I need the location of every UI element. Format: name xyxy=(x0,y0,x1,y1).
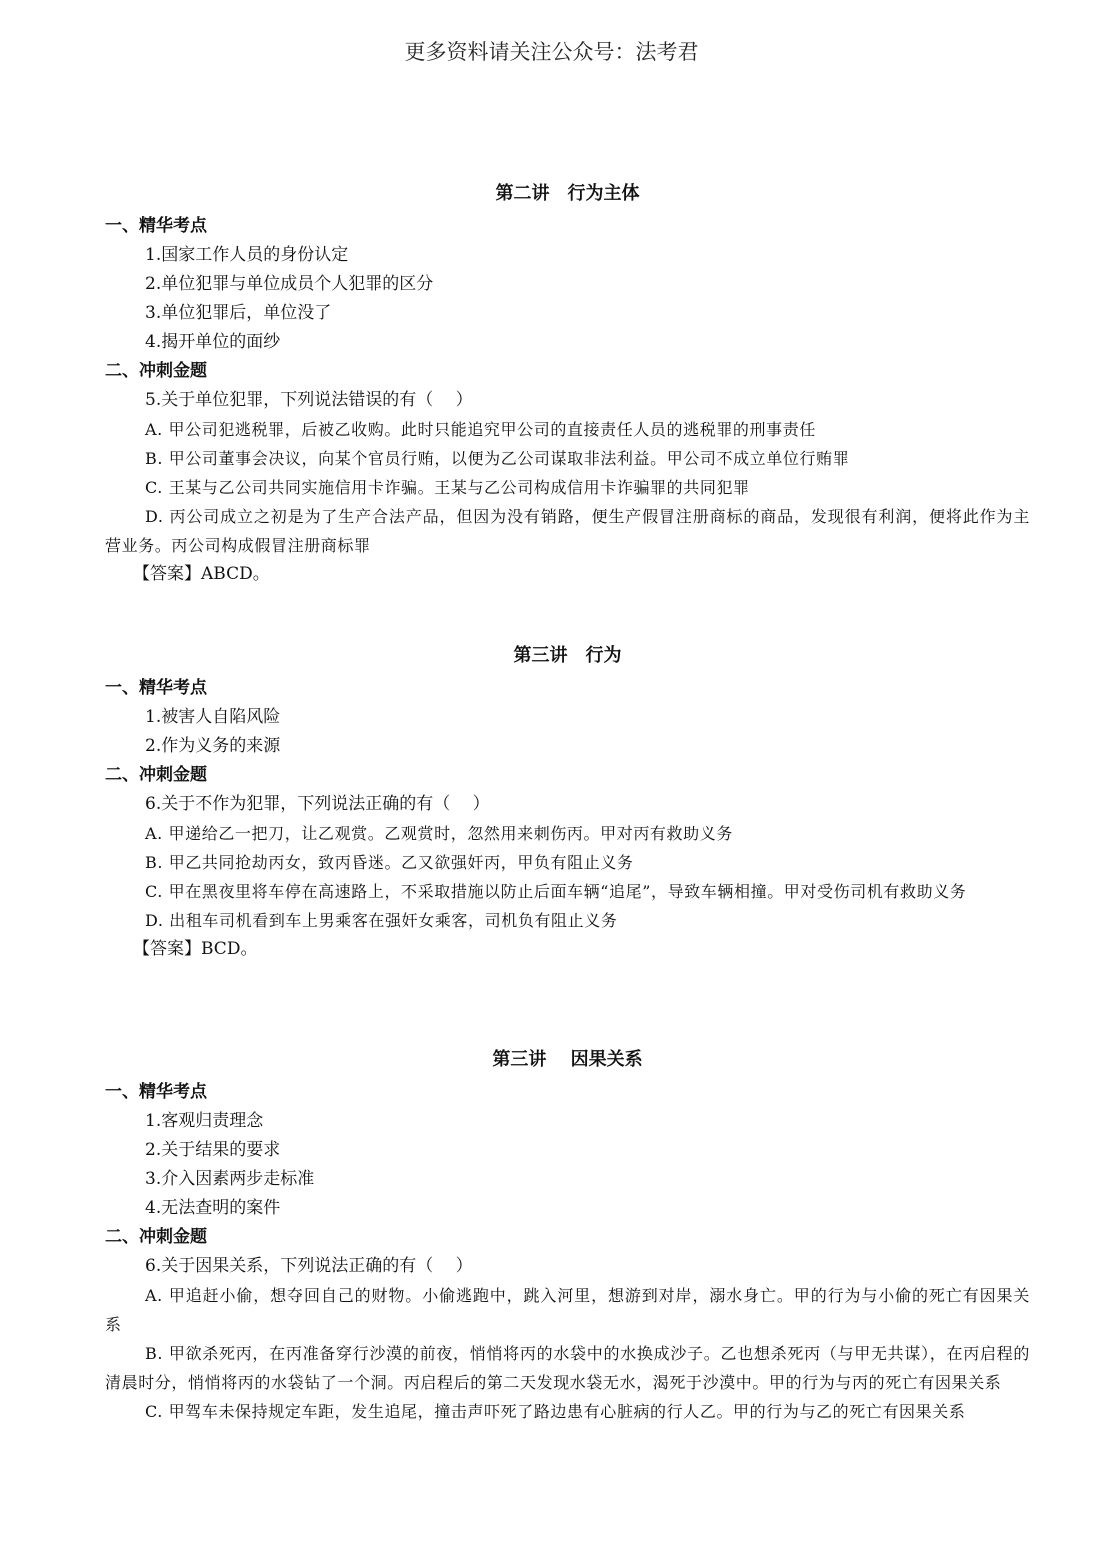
lecture-title: 第三讲 因果关系 xyxy=(492,1049,643,1070)
answer-key: 【答案】ABCD。 xyxy=(133,564,270,584)
answer-option: B. 甲乙共同抢劫丙女，致丙昏迷。乙又欲强奸丙，甲负有阻止义务 xyxy=(145,853,634,872)
key-point: 1.国家工作人员的身份认定 xyxy=(145,245,349,265)
practice-questions-heading: 二、冲刺金题 xyxy=(105,1227,207,1247)
answer-option: A. 甲追赶小偷，想夺回自己的财物。小偷逃跑中，跳入河里，想游到对岸，溺水身亡。甲的行为与小偷的死亡有因果关系 xyxy=(105,1286,1030,1334)
lecture-title: 第三讲 行为 xyxy=(513,645,622,666)
key-point: 2.单位犯罪与单位成员个人犯罪的区分 xyxy=(145,274,434,294)
key-point: 1.客观归责理念 xyxy=(145,1111,264,1131)
question-stem: 6.关于因果关系，下列说法正确的有（ ） xyxy=(145,1256,473,1276)
answer-option: D. 出租车司机看到车上男乘客在强奸女乘客，司机负有阻止义务 xyxy=(145,911,618,930)
question-stem: 6.关于不作为犯罪，下列说法正确的有（ ） xyxy=(145,794,490,814)
answer-option: C. 王某与乙公司共同实施信用卡诈骗。王某与乙公司构成信用卡诈骗罪的共同犯罪 xyxy=(145,478,750,497)
page-header: 更多资料请关注公众号：法考君 xyxy=(404,40,699,64)
lecture-section-behavior-subject xyxy=(105,180,1030,589)
lecture-title: 第二讲 行为主体 xyxy=(495,183,640,204)
answer-option: D. 丙公司成立之初是为了生产合法产品，但因为没有销路，便生产假冒注册商标的商品，发现很有利润，便将此作为主营业务。丙公司构成假冒注册商标罪 xyxy=(105,507,1030,555)
key-point: 4.揭开单位的面纱 xyxy=(145,332,281,352)
lecture-section-causality xyxy=(105,1046,1030,1426)
answer-option: A. 甲递给乙一把刀，让乙观赏。乙观赏时，忽然用来刺伤丙。甲对丙有救助义务 xyxy=(145,824,733,843)
answer-option: B. 甲欲杀死丙，在丙准备穿行沙漠的前夜，悄悄将丙的水袋中的水换成沙子。乙也想杀死丙（与甲无共谋），在丙启程的清晨时分，悄悄将丙的水袋钻了一个洞。丙启程后的第二天发现水袋无水，渴死于沙漠中。甲的行为与丙的死亡有因果关系 xyxy=(105,1344,1030,1392)
key-point: 2.作为义务的来源 xyxy=(145,736,281,756)
key-point: 4.无法查明的案件 xyxy=(145,1198,281,1218)
answer-option: A. 甲公司犯逃税罪，后被乙收购。此时只能追究甲公司的直接责任人员的逃税罪的刑事责任 xyxy=(145,420,816,439)
key-point: 3.单位犯罪后，单位没了 xyxy=(145,303,332,323)
practice-questions-heading: 二、冲刺金题 xyxy=(105,361,207,381)
key-point: 1.被害人自陷风险 xyxy=(145,707,281,727)
question-stem: 5.关于单位犯罪，下列说法错误的有（ ） xyxy=(145,390,473,410)
key-point: 2.关于结果的要求 xyxy=(145,1140,281,1160)
key-point: 3.介入因素两步走标准 xyxy=(145,1169,315,1189)
key-points-heading: 一、精华考点 xyxy=(105,216,207,236)
practice-questions-heading: 二、冲刺金题 xyxy=(105,765,207,785)
lecture-section-behavior xyxy=(105,642,1030,964)
answer-key: 【答案】BCD。 xyxy=(133,939,258,959)
answer-option: C. 甲在黑夜里将车停在高速路上，不采取措施以防止后面车辆“追尾”，导致车辆相撞。甲对受伤司机有救助义务 xyxy=(145,882,967,901)
answer-option: C. 甲驾车未保持规定车距，发生追尾，撞击声吓死了路边患有心脏病的行人乙。甲的行为与乙的死亡有因果关系 xyxy=(145,1402,966,1421)
key-points-heading: 一、精华考点 xyxy=(105,678,207,698)
key-points-heading: 一、精华考点 xyxy=(105,1082,207,1102)
answer-option: B. 甲公司董事会决议，向某个官员行贿，以便为乙公司谋取非法利益。甲公司不成立单位行贿罪 xyxy=(145,449,850,468)
